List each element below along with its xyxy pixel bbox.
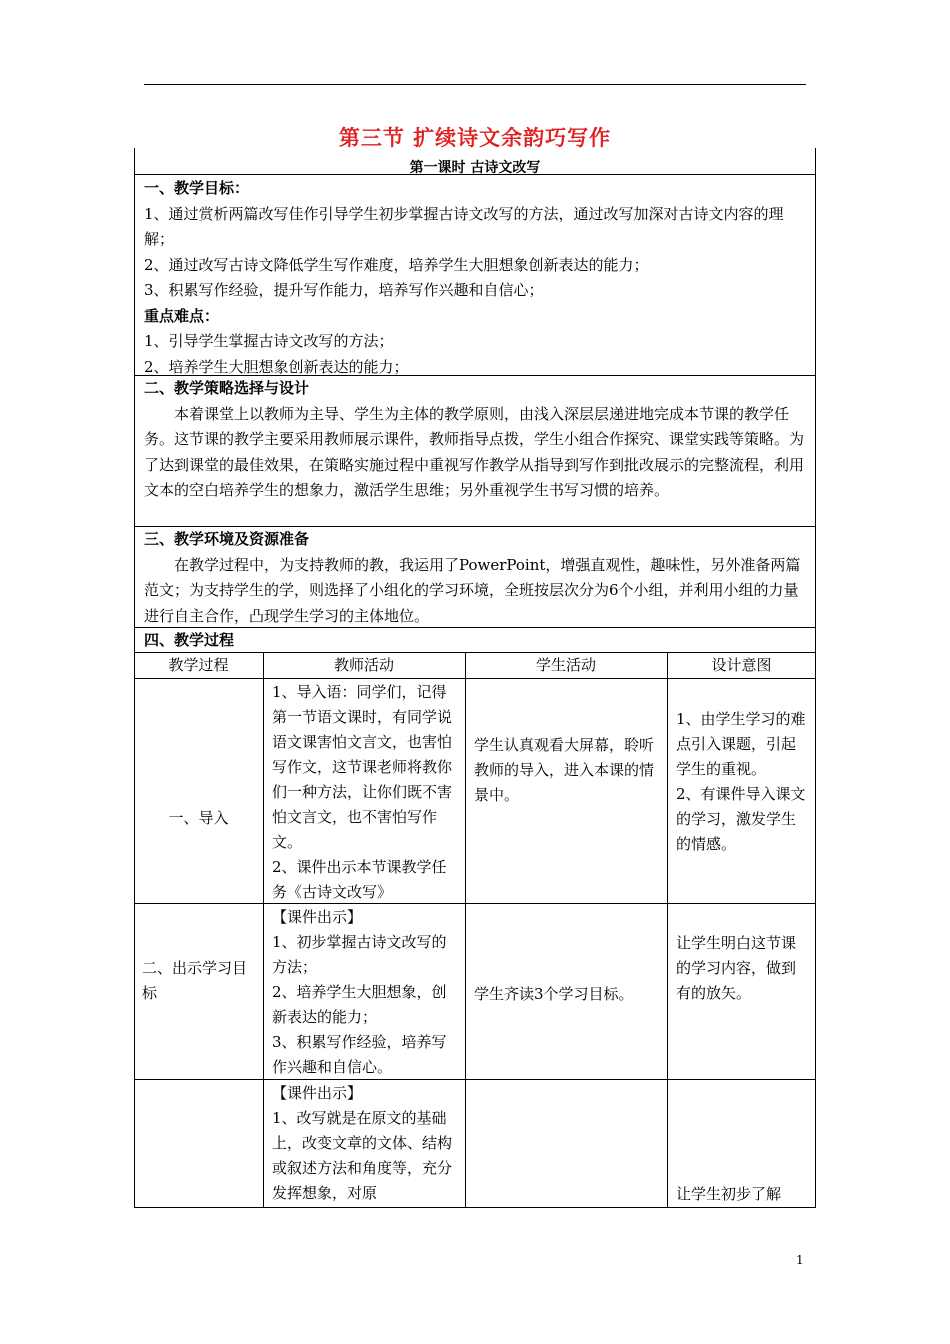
table-column-rule — [667, 652, 668, 1208]
table-column-rule — [465, 652, 466, 1208]
section-heading: 一、教学目标： — [144, 179, 250, 197]
environment-text: 在教学过程中，为支持教师的教，我运用了PowerPoint，增强直观性，趣味性，另外准备两篇范文；为支持学生的学，则选择了小组化的学习环境，全班按层次分为6个小组，并利用小组的力量进行自主合作，凸现学生学习的主体地位。 — [144, 555, 801, 625]
teacher-text: 2、课件出示本节课教学任务《古诗文改写》 — [272, 858, 447, 901]
key-point-item: 1、引导学生掌握古诗文改写的方法； — [144, 332, 394, 350]
page-title: 第三节 扩续诗文余韵巧写作 — [338, 126, 612, 150]
teacher-text: 3、积累写作经验，培养写作兴趣和自信心。 — [272, 1033, 447, 1076]
teacher-cell — [272, 1081, 460, 1206]
section-environment — [144, 527, 808, 629]
strategy-text: 本着课堂上以教师为主导、学生为主体的教学原则，由浅入深层层递进地完成本节课的教学任务。这节课的教学主要采用教师展示课件，教师指导点拨，学生小组合作探究、课堂实践等策略。为了达到课堂的最佳效果，在策略实施过程中重视写作教学从指导到写作到批改展示的完整流程，利用文本的空白培养学生的想象力，激活学生思维；另外重视学生书写习惯的培养。 — [144, 404, 805, 499]
table-rule — [134, 678, 816, 679]
intent-cell — [676, 707, 810, 857]
section-heading: 三、教学环境及资源准备 — [144, 530, 310, 548]
intent-cell: 让学生明白这节课的学习内容，做到有的放矢。 — [676, 934, 797, 1002]
section-strategy — [144, 376, 808, 504]
goal-item: 1、通过赏析两篇改写佳作引导学生初步掌握古诗文改写的方法，通过改写加深对古诗文内容的理解； — [144, 204, 784, 248]
student-cell: 学生齐读3个学习目标。 — [474, 985, 634, 1003]
page-subtitle: 第一课时 古诗文改写 — [409, 160, 541, 176]
column-header: 设计意图 — [711, 656, 772, 674]
section-heading: 二、教学策略选择与设计 — [144, 379, 310, 397]
table-rule — [134, 1079, 816, 1080]
teacher-text: 1、初步掌握古诗文改写的方法； — [272, 933, 447, 976]
goal-item: 3、积累写作经验，提升写作能力，培养写作兴趣和自信心； — [144, 281, 544, 299]
section-heading: 四、教学过程 — [144, 631, 235, 649]
intent-text: 1、由学生学习的难点引入课题，引起学生的重视。 — [676, 710, 806, 778]
key-point-item: 2、培养学生大胆想象创新表达的能力； — [144, 357, 409, 376]
stage-cell: 二、出示学习目标 — [142, 959, 248, 1002]
teacher-text: 【课件出示】 — [272, 1084, 363, 1102]
column-header: 教师活动 — [333, 656, 394, 674]
student-cell: 学生认真观看大屏幕，聆听教师的导入，进入本课的情景中。 — [474, 736, 655, 804]
stage-cell: 一、导入 — [168, 809, 229, 827]
teacher-cell — [272, 680, 460, 905]
page-number: 1 — [796, 1253, 804, 1267]
key-points-heading: 重点难点： — [144, 306, 220, 325]
table-column-rule — [263, 652, 264, 1208]
section-goals — [144, 176, 808, 380]
table-rule — [134, 903, 816, 904]
teacher-cell — [272, 905, 460, 1080]
column-header: 学生活动 — [535, 656, 596, 674]
section-process — [144, 628, 808, 654]
intent-cell: 让学生初步了解 — [676, 1185, 782, 1203]
column-header: 教学过程 — [168, 656, 229, 674]
teacher-text: 【课件出示】 — [272, 908, 363, 926]
teacher-text: 2、培养学生大胆想象，创新表达的能力； — [272, 983, 447, 1026]
table-rule — [134, 174, 816, 175]
intent-text: 2、有课件导入课文的学习，激发学生的情感。 — [676, 785, 806, 853]
header-rule — [144, 84, 806, 85]
teacher-text: 1、导入语：同学们，记得第一节语文课时，有同学说语文课害怕文言文，也害怕写作文，这节课老师将教你们一种方法，让你们既不害怕文言文，也不害怕写作文。 — [272, 683, 453, 851]
goal-item: 2、通过改写古诗文降低学生写作难度，培养学生大胆想象创新表达的能力； — [144, 255, 649, 274]
teacher-text: 1、改写就是在原文的基础上，改变文章的文体、结构或叙述方法和角度等，充分发挥想象，对原 — [272, 1109, 453, 1202]
